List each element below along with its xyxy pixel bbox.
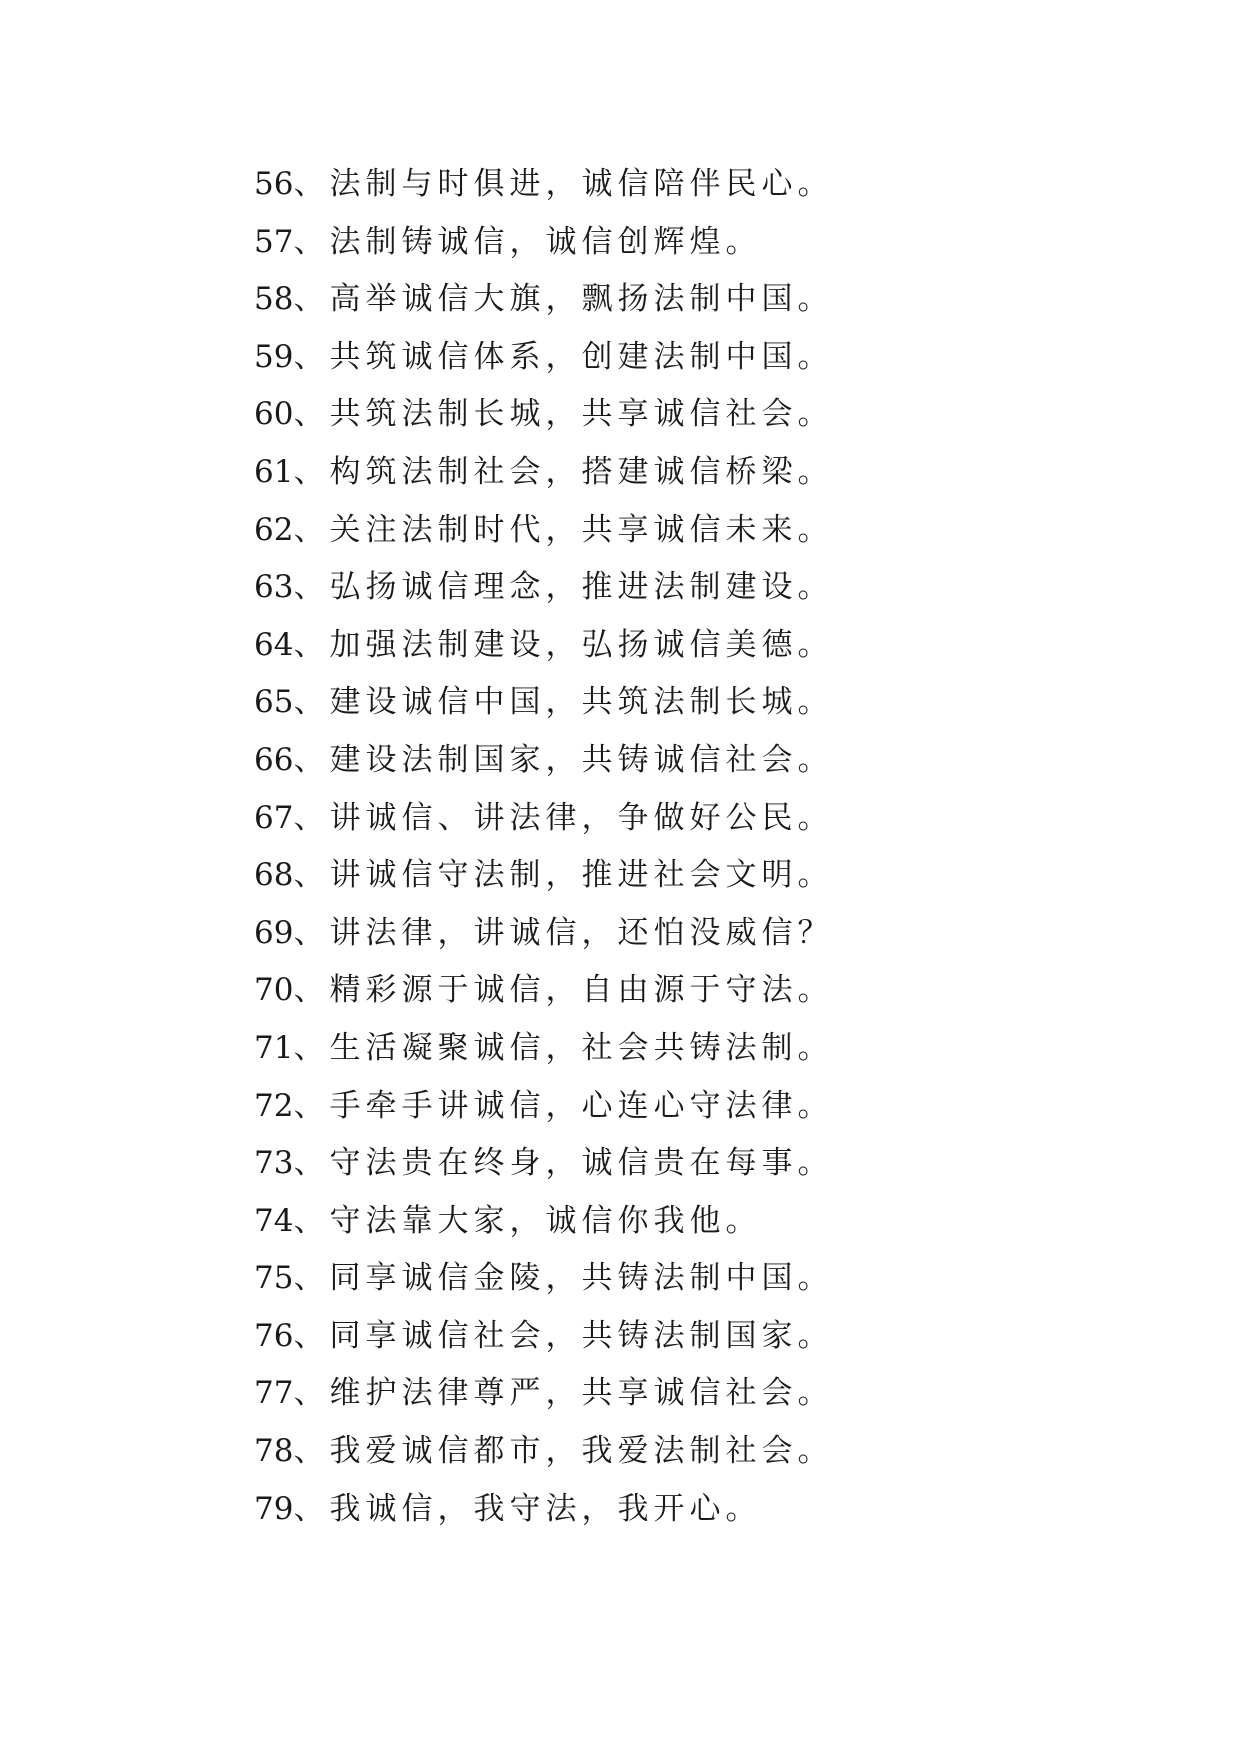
list-item xyxy=(254,214,833,272)
item-text: 、加强法制建设，弘扬诚信美德。 xyxy=(293,626,834,663)
item-text: 、关注法制时代，共享诚信未来。 xyxy=(293,511,834,548)
list-item xyxy=(254,790,833,848)
slogan-list xyxy=(254,156,833,1538)
item-number: 75 xyxy=(254,1260,294,1297)
item-text: 、建设诚信中国，共筑法制长城。 xyxy=(293,684,834,721)
item-text: 、我诚信，我守法，我开心。 xyxy=(293,1490,762,1527)
item-text: 、讲诚信守法制，推进社会文明。 xyxy=(293,857,834,894)
item-text: 、共筑法制长城，共享诚信社会。 xyxy=(293,396,834,433)
item-number: 64 xyxy=(254,626,294,663)
list-item xyxy=(254,1078,833,1136)
item-number: 74 xyxy=(254,1202,294,1239)
item-text: 、讲法律，讲诚信，还怕没威信？ xyxy=(293,914,834,951)
item-number: 73 xyxy=(254,1145,294,1182)
item-number: 79 xyxy=(254,1490,294,1527)
list-item xyxy=(254,732,833,790)
list-item xyxy=(254,1193,833,1251)
list-item xyxy=(254,271,833,329)
list-item xyxy=(254,559,833,617)
item-text: 、共筑诚信体系，创建法制中国。 xyxy=(293,338,834,375)
item-number: 61 xyxy=(254,453,294,490)
item-number: 56 xyxy=(254,166,294,202)
item-text: 、讲诚信、讲法律，争做好公民。 xyxy=(293,799,834,836)
list-item xyxy=(254,156,833,214)
list-item xyxy=(254,1250,833,1308)
item-text: 、守法靠大家，诚信你我他。 xyxy=(293,1202,762,1239)
item-text: 、高举诚信大旗，飘扬法制中国。 xyxy=(293,281,834,318)
item-text: 、守法贵在终身，诚信贵在每事。 xyxy=(293,1145,834,1182)
list-item xyxy=(254,1308,833,1366)
item-number: 66 xyxy=(254,741,294,778)
item-number: 76 xyxy=(254,1317,294,1354)
item-number: 69 xyxy=(254,914,294,951)
item-number: 68 xyxy=(254,857,294,894)
item-text: 、法制铸诚信，诚信创辉煌。 xyxy=(293,223,762,260)
item-text: 、弘扬诚信理念，推进法制建设。 xyxy=(293,569,834,606)
item-number: 67 xyxy=(254,799,294,836)
list-item xyxy=(254,674,833,732)
item-text: 、精彩源于诚信，自由源于守法。 xyxy=(293,972,834,1009)
list-item xyxy=(254,905,833,963)
item-number: 65 xyxy=(254,684,294,721)
item-number: 77 xyxy=(254,1375,294,1412)
item-text: 、手牵手讲诚信，心连心守法律。 xyxy=(293,1087,834,1124)
item-number: 72 xyxy=(254,1087,294,1124)
item-number: 78 xyxy=(254,1433,294,1470)
list-item xyxy=(254,1365,833,1423)
item-number: 59 xyxy=(254,338,294,375)
item-number: 63 xyxy=(254,569,294,606)
list-item xyxy=(254,386,833,444)
item-number: 71 xyxy=(254,1029,294,1066)
list-item xyxy=(254,329,833,387)
item-number: 57 xyxy=(254,223,294,260)
item-number: 70 xyxy=(254,972,294,1009)
item-text: 、同享诚信社会，共铸法制国家。 xyxy=(293,1317,834,1354)
list-item xyxy=(254,1481,833,1539)
item-text: 、建设法制国家，共铸诚信社会。 xyxy=(293,741,834,778)
item-text: 、同享诚信金陵，共铸法制中国。 xyxy=(293,1260,834,1297)
list-item xyxy=(254,444,833,502)
list-item xyxy=(254,1135,833,1193)
list-item xyxy=(254,502,833,560)
item-number: 60 xyxy=(254,396,294,433)
list-item xyxy=(254,1020,833,1078)
item-text: 、维护法律尊严，共享诚信社会。 xyxy=(293,1375,834,1412)
list-item xyxy=(254,962,833,1020)
list-item xyxy=(254,1423,833,1481)
list-item xyxy=(254,847,833,905)
item-text: 、法制与时俱进，诚信陪伴民心。 xyxy=(293,166,834,202)
item-number: 62 xyxy=(254,511,294,548)
list-item xyxy=(254,617,833,675)
item-number: 58 xyxy=(254,281,294,318)
item-text: 、构筑法制社会，搭建诚信桥梁。 xyxy=(293,453,834,490)
item-text: 、生活凝聚诚信，社会共铸法制。 xyxy=(293,1029,834,1066)
item-text: 、我爱诚信都市，我爱法制社会。 xyxy=(293,1433,834,1470)
